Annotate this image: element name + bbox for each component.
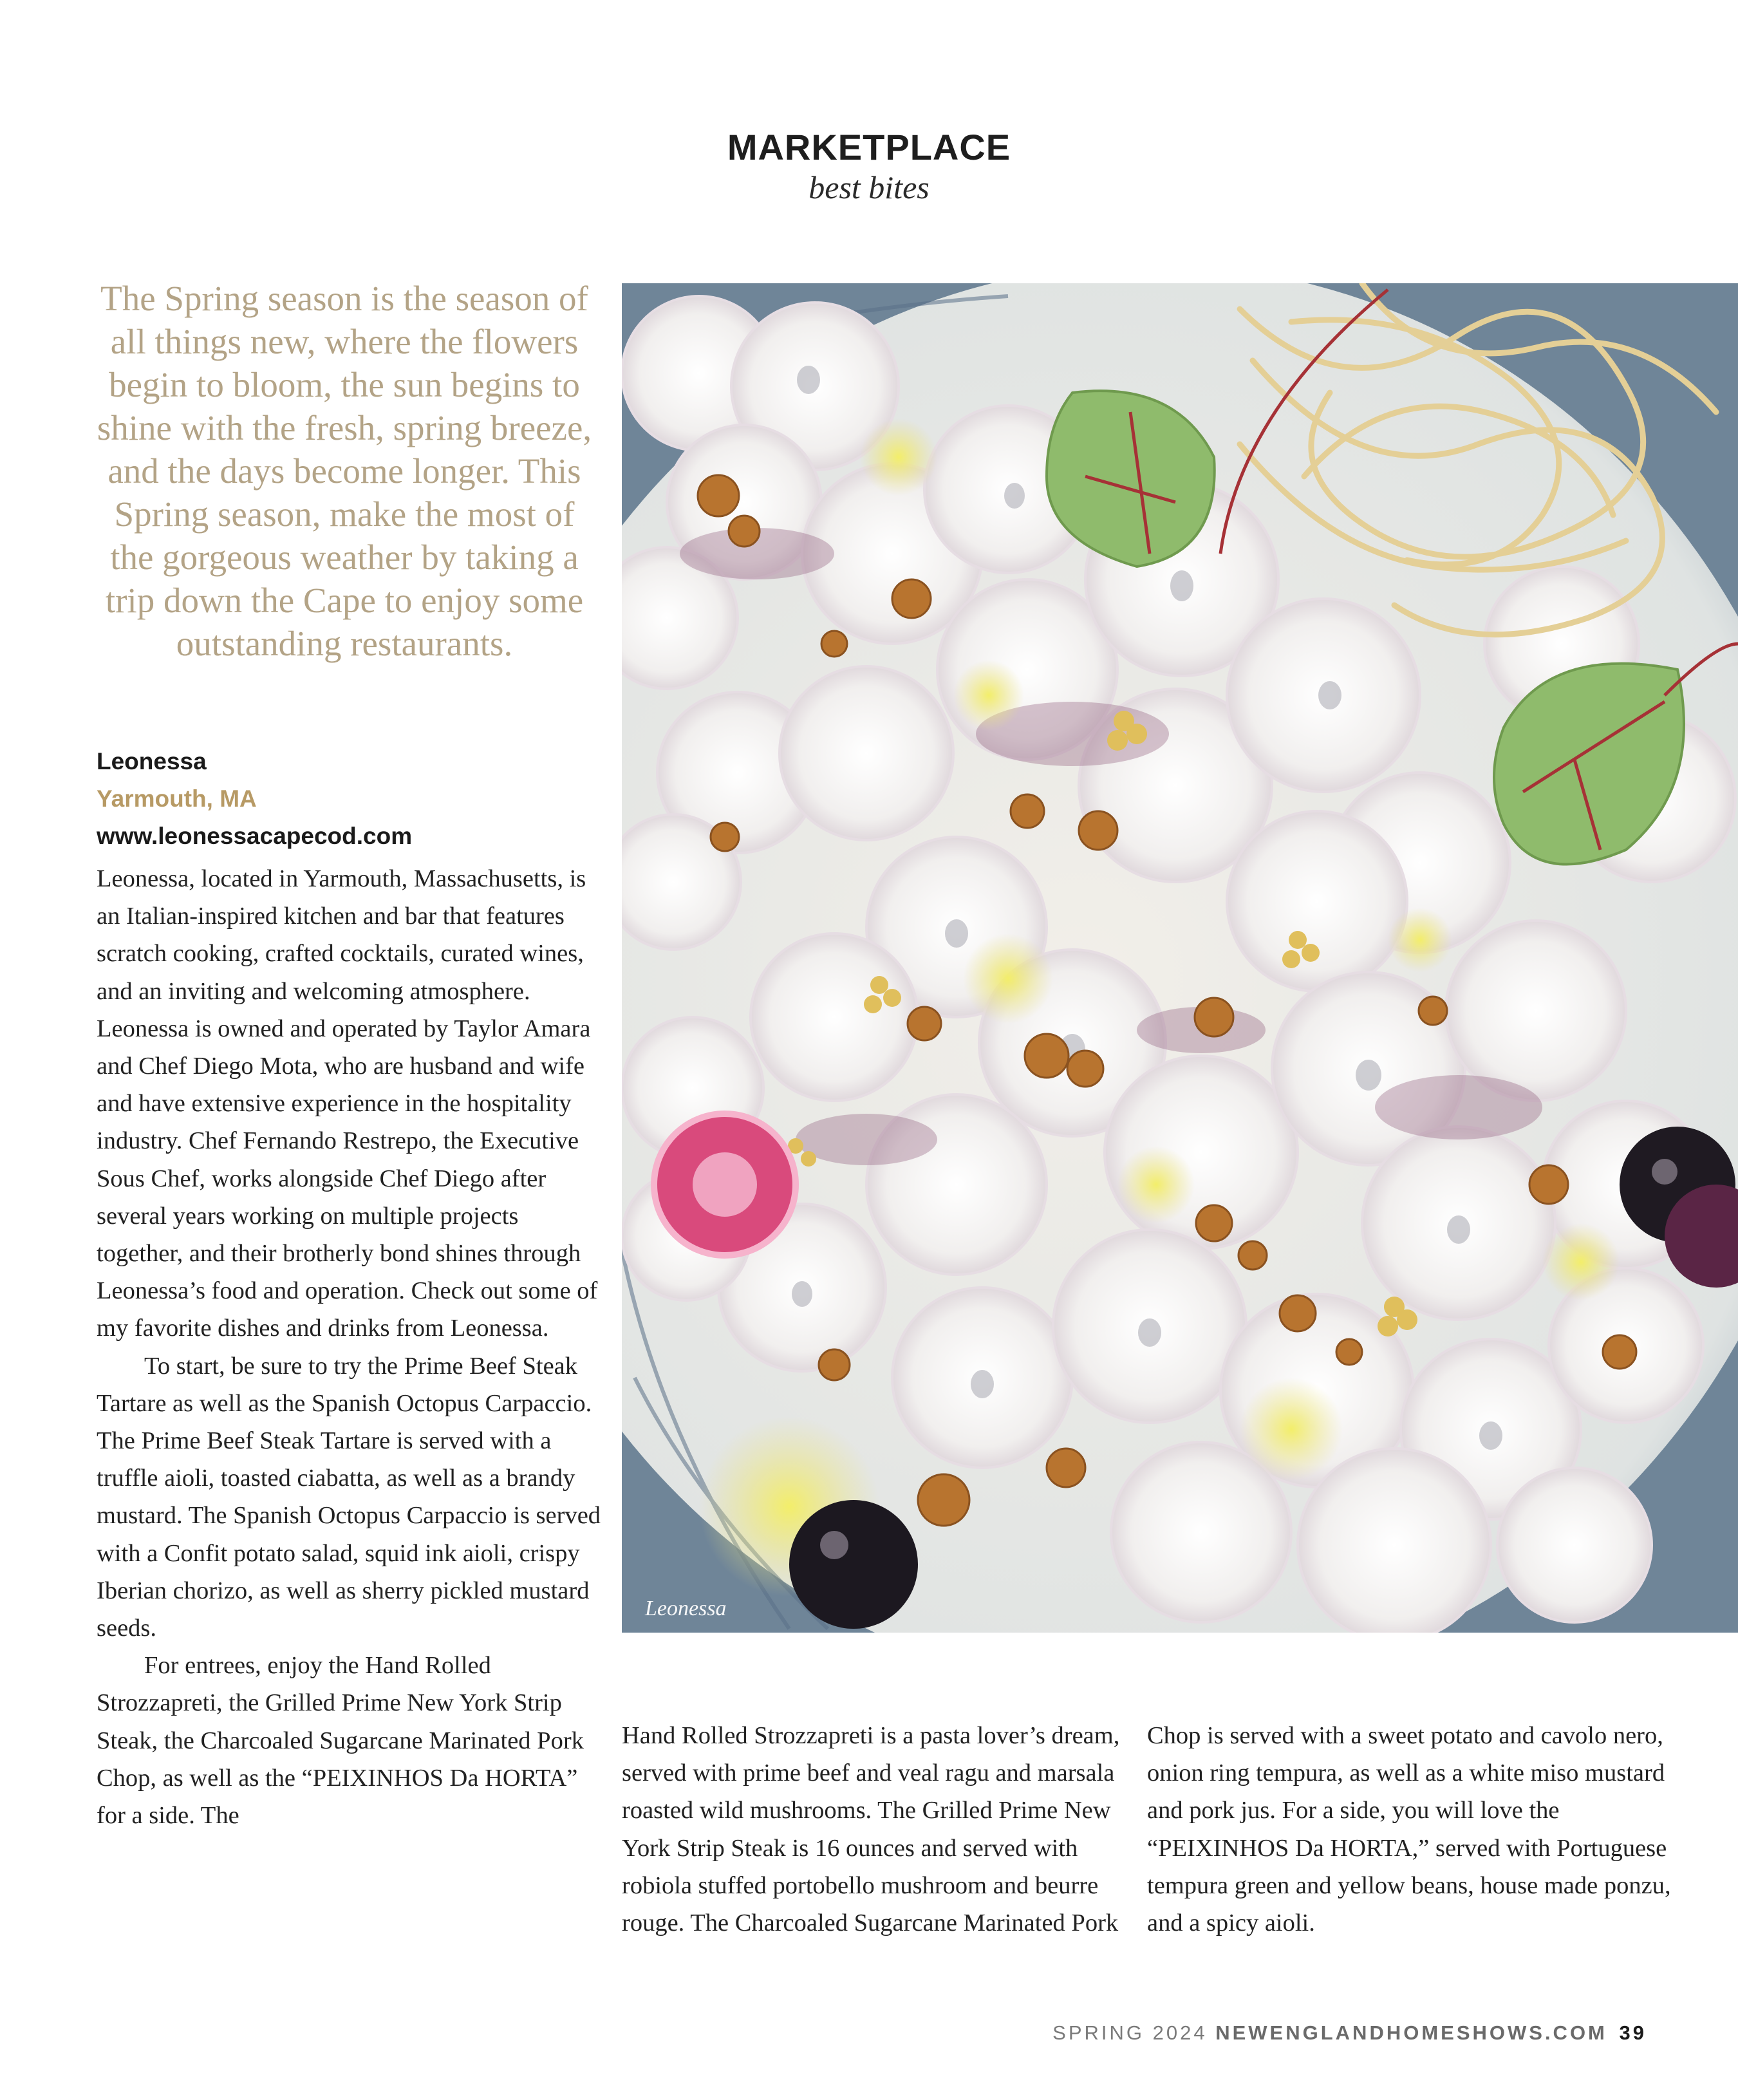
page-footer <box>1052 2021 1647 2045</box>
article-paragraph-3-continued: Hand Rolled Strozzapreti is a pasta lover’s dream, served with prime beef and veal ragu and marsala roasted wild mushrooms. The Grilled Prime New York Strip Steak is 16 ounces and served with robiola stuffed portobello mushroom and beurre rouge. The Charcoaled Sugarcane Marinated Pork <box>622 1722 1120 1937</box>
octopus-carpaccio-illustration <box>622 283 1738 1633</box>
restaurant-name: Leonessa <box>97 748 207 774</box>
photo-credit: Leonessa <box>645 1597 727 1620</box>
issue-label: SPRING 2024 <box>1052 2021 1208 2044</box>
article-column-2 <box>622 1717 1130 1942</box>
footer-website-link[interactable]: NEWENGLANDHOMESHOWS.COM <box>1215 2021 1607 2044</box>
article-paragraph-1: Leonessa, located in Yarmouth, Massachusetts, is an Italian-inspired kitchen and bar that features scratch cooking, crafted cocktails, curated wines, and an inviting and welcoming atmosphere. Leonessa is owned and operated by Taylor Amara and Chef Diego Mota, who are husband and wife and have extensive experience in the hospitality industry. Chef Fernando Restrepo, the Executive Sous Chef, works alongside Chef Diego after several years working on multiple projects together, and their brotherly bond shines through Leonessa’s food and operation. Check out some of my favorite dishes and drinks from Leonessa. <box>97 865 598 1342</box>
article-paragraph-3-end: Chop is served with a sweet potato and cavolo nero, onion ring tempura, as well as a white miso mustard and pork jus. For a side, you will love the “PEIXINHOS Da HORTA,” served with Portuguese tempura green and yellow beans, house made ponzu, and a spicy aioli. <box>1147 1722 1671 1937</box>
article-paragraph-3: For entrees, enjoy the Hand Rolled Strozzapreti, the Grilled Prime New York Strip Steak, the Charcoaled Sugarcane Marinated Pork Chop, as well as the “PEIXINHOS Da HORTA” for a side. The <box>97 1652 584 1830</box>
article-paragraph-2: To start, be sure to try the Prime Beef Steak Tartare as well as the Spanish Octopus Carpaccio. The Prime Beef Steak Tartare is served with a truffle aioli, toasted ciabatta, as well as a brandy mustard. The Spanish Octopus Carpaccio is served with a Confit potato salad, squid ink aioli, crispy Iberian chorizo, as well as sherry pickled mustard seeds. <box>97 1352 601 1642</box>
section-subtitle: best bites <box>808 169 930 205</box>
dish-photo <box>622 283 1738 1633</box>
article-column-1 <box>97 860 605 1834</box>
page-number: 39 <box>1619 2021 1647 2044</box>
restaurant-website-link[interactable]: www.leonessacapecod.com <box>97 823 413 849</box>
section-title: MARKETPLACE <box>727 127 1011 167</box>
pull-quote: The Spring season is the season of all things new, where the flowers begin to bloom, the sun begins to shine with the fresh, spring breeze, and the days become longer. This Spring season, make the most of the gorgeous weather by taking a trip down the Cape to enjoy some outstanding restaurants. <box>97 279 592 663</box>
restaurant-location: Yarmouth, MA <box>97 785 257 812</box>
article-column-3 <box>1147 1717 1675 1942</box>
